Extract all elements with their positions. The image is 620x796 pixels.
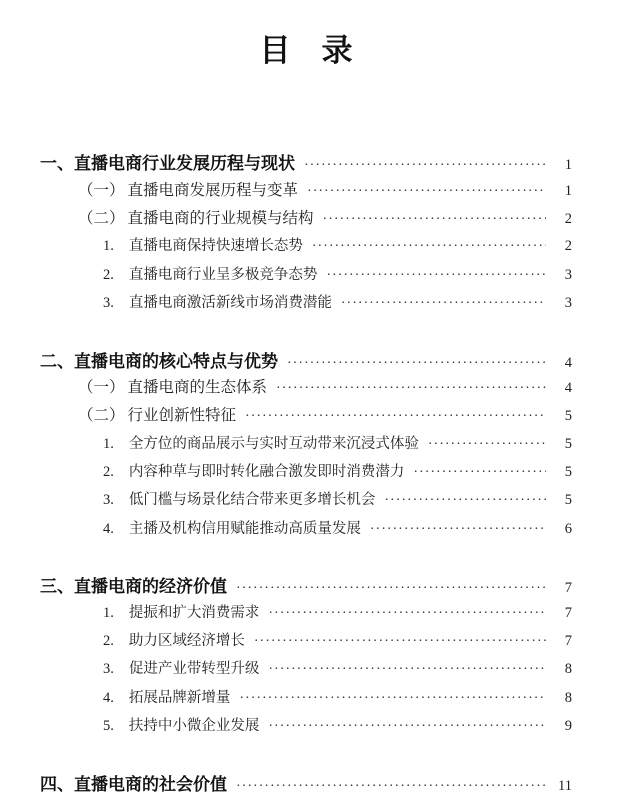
toc-entry-number: （二） <box>78 209 125 227</box>
toc-entry-number: 3. <box>103 661 114 678</box>
toc-entry-title: 主播及机构信用赋能推动高质量发展 <box>128 520 361 537</box>
toc-entry-number: 4. <box>103 520 114 537</box>
toc-entry <box>40 770 572 796</box>
toc-entry-number: 二、 <box>40 351 74 371</box>
toc-entry-title: 直播电商行业呈多极竞争态势 <box>128 266 318 283</box>
toc-entry-number: 1. <box>103 604 114 621</box>
toc-entry-number: 5. <box>103 718 114 735</box>
toc-entry-number: 一、 <box>40 154 74 174</box>
toc-entry-title: 直播电商的经济价值 <box>74 577 227 597</box>
toc-entry-number: （一） <box>78 378 125 396</box>
toc-entry-page-number: 4 <box>564 379 572 396</box>
toc-entry <box>40 517 572 545</box>
toc-entry-title: 提振和扩大消费需求 <box>128 604 260 621</box>
dot-leader <box>268 718 546 735</box>
dot-leader <box>312 238 546 255</box>
toc-entry <box>40 206 572 234</box>
toc-entry <box>40 460 572 488</box>
toc-entry-title: 直播电商的行业规模与结构 <box>127 209 314 227</box>
dot-leader <box>245 407 546 425</box>
toc-entry <box>40 234 572 262</box>
toc-entry <box>40 178 572 206</box>
table-of-contents <box>40 149 572 796</box>
toc-entry-title: 直播电商的社会价值 <box>74 774 227 794</box>
dot-leader <box>304 154 546 174</box>
toc-entry-title: 直播电商保持快速增长态势 <box>128 238 303 255</box>
toc-entry-page-number: 11 <box>558 777 572 794</box>
toc-entry-page-number: 1 <box>564 182 572 199</box>
toc-entry <box>40 601 572 629</box>
toc-entry-title: 直播电商的核心特点与优势 <box>74 351 278 371</box>
toc-entry-number: 1. <box>103 435 114 452</box>
toc-entry-page-number: 8 <box>564 689 572 706</box>
toc-entry-title: 低门槛与场景化结合带来更多增长机会 <box>128 492 376 509</box>
toc-entry-number: 2. <box>103 266 114 283</box>
toc-entry-page-number: 7 <box>564 580 572 597</box>
toc-entry <box>40 714 572 742</box>
toc-entry-title: 促进产业带转型升级 <box>128 661 260 678</box>
dot-leader <box>239 690 546 707</box>
toc-entry-number: 2. <box>103 464 114 481</box>
toc-entry-title: 直播电商行业发展历程与现状 <box>74 154 295 174</box>
toc-entry-page-number: 3 <box>564 266 572 283</box>
toc-entry-title: 拓展品牌新增量 <box>128 689 231 706</box>
toc-entry-number: 2. <box>103 633 114 650</box>
toc-entry <box>40 657 572 685</box>
toc-entry-title: 扶持中小微企业发展 <box>128 718 260 735</box>
toc-entry <box>40 375 572 403</box>
dot-leader <box>287 352 546 372</box>
toc-entry-number: （一） <box>78 181 125 199</box>
dot-leader <box>268 661 546 678</box>
dot-leader <box>307 182 546 200</box>
toc-entry-number: 四、 <box>40 774 74 794</box>
toc-entry <box>40 432 572 460</box>
toc-entry-title: 直播电商激活新线市场消费潜能 <box>128 295 332 312</box>
toc-entry-page-number: 7 <box>564 633 572 650</box>
dot-leader <box>370 521 546 538</box>
toc-entry-number: 4. <box>103 689 114 706</box>
dot-leader <box>323 210 546 228</box>
dot-leader <box>413 464 546 481</box>
toc-entry-page-number: 3 <box>564 295 572 312</box>
dot-leader <box>268 605 546 622</box>
toc-entry-number: 3. <box>103 295 114 312</box>
toc-entry <box>40 686 572 714</box>
toc-entry <box>40 403 572 431</box>
toc-entry-page-number: 5 <box>564 408 572 425</box>
toc-entry-page-number: 2 <box>564 210 572 227</box>
toc-entry-page-number: 1 <box>564 157 572 174</box>
dot-leader <box>326 267 546 284</box>
dot-leader <box>384 492 546 509</box>
toc-entry-title: 直播电商发展历程与变革 <box>127 181 299 199</box>
dot-leader <box>428 436 546 453</box>
toc-entry <box>40 629 572 657</box>
page-title: 目 录 <box>259 33 353 68</box>
toc-entry <box>40 572 572 600</box>
toc-entry-page-number: 4 <box>564 354 572 371</box>
toc-entry <box>40 263 572 291</box>
toc-entry-page-number: 5 <box>564 492 572 509</box>
toc-entry <box>40 488 572 516</box>
dot-leader <box>341 295 546 312</box>
toc-entry-page-number: 5 <box>564 435 572 452</box>
toc-entry-page-number: 9 <box>564 718 572 735</box>
toc-entry <box>40 291 572 319</box>
dot-leader <box>276 379 546 397</box>
toc-entry-page-number: 2 <box>564 238 572 255</box>
toc-entry-title: 行业创新性特征 <box>127 407 237 425</box>
toc-entry-title: 全方位的商品展示与实时互动带来沉浸式体验 <box>128 435 419 452</box>
toc-entry-number: 1. <box>103 238 114 255</box>
toc-entry <box>40 149 572 177</box>
toc-entry-title: 助力区域经济增长 <box>128 633 245 650</box>
toc-entry-page-number: 8 <box>564 661 572 678</box>
toc-entry-number: （二） <box>78 407 125 425</box>
toc-entry-page-number: 5 <box>564 464 572 481</box>
toc-entry-page-number: 7 <box>564 604 572 621</box>
dot-leader <box>254 633 546 650</box>
toc-entry-title: 内容种草与即时转化融合激发即时消费潜力 <box>128 464 405 481</box>
toc-entry-number: 三、 <box>40 577 74 597</box>
toc-entry-page-number: 6 <box>564 520 572 537</box>
toc-entry-number: 3. <box>103 492 114 509</box>
toc-entry-title: 直播电商的生态体系 <box>127 378 268 396</box>
toc-entry <box>40 347 572 375</box>
dot-leader <box>236 775 546 795</box>
dot-leader <box>236 577 546 597</box>
